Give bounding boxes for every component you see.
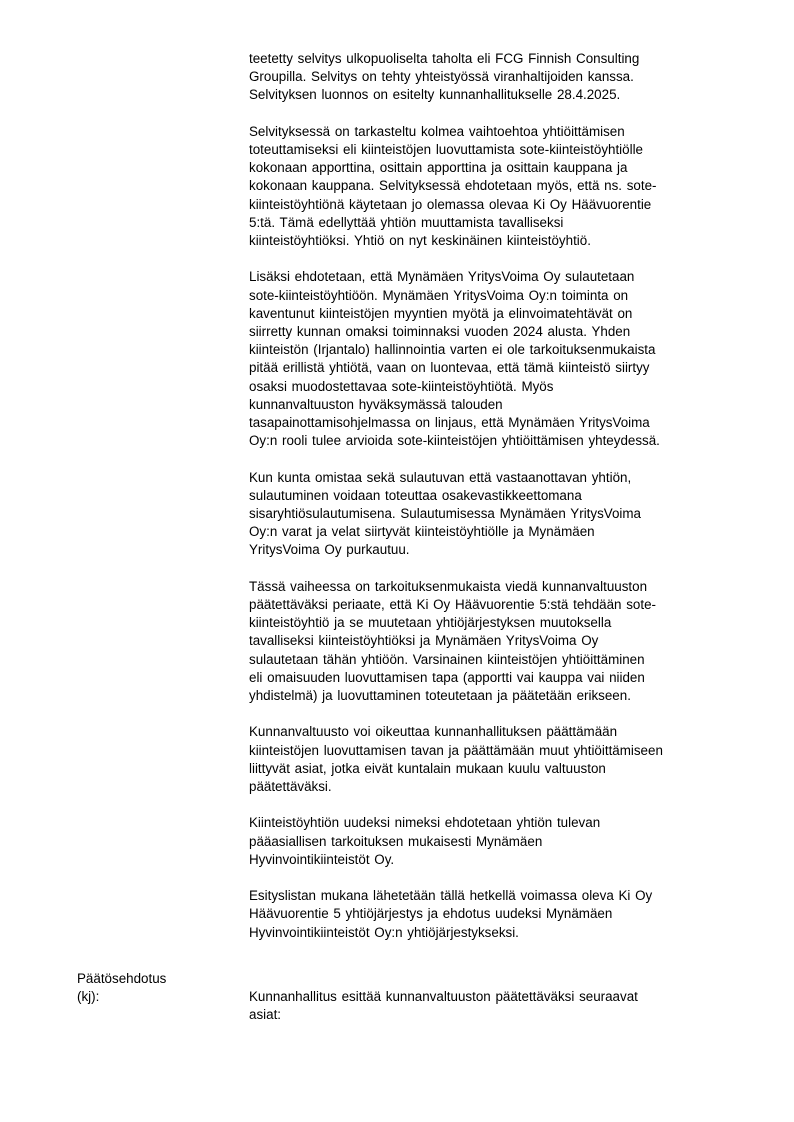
paragraph-oikeutus: Kunnanvaltuusto voi oikeuttaa kunnanhallituksen päättämään kiinteistöjen luovuttamisen tavan ja päättämään muut yhtiöittämiseen liittyvät asiat, jotka eivät kuntalain mukaan kuulu valtuuston päätettäväksi.: [249, 724, 663, 795]
paragraph-sisaryhtiosulautuminen: Kun kunta omistaa sekä sulautuvan että vastaanottavan yhtiön, sulautuminen voidaan toteuttaa osakevastikkeettomana sisaryhtiösulautumisena. Sulautumisessa Mynämäen YritysVoima Oy:n varat ja velat siirtyvät kiinteistöyhtiölle ja Mynämäen YritysVoima Oy purkautuu.: [249, 469, 642, 558]
paragraph-vaihtoehdot: Selvityksessä on tarkasteltu kolmea vaihtoehtoa yhtiöittämisen toteuttamiseksi eli kiinteistöjen luovuttamista sote-kiinteistöyhtiölle kokonaan apporttina, osittain apporttina ja osittain kauppana ja kokonaan kauppana. Selvityksessä ehdotetaan myös, että ns. sote- kiinteistöyhtiönä käytetaan jo olemassa olevaa Ki Oy Häävuorentie 5:tä. Tämä edellyttää yhtiön muuttamista tavalliseksi kiinteistöyhtiöksi. Yhtiö on nyt keskinäinen kiinteistöyhtiö.: [249, 123, 657, 249]
paragraph-selvitys-teetetty: teetetty selvitys ulkopuoliselta taholta eli FCG Finnish Consulting Groupilla. Selvitys on tehty yhteistyössä viranhaltijoiden kanssa. Selvityksen luonnos on esitelty kunnanhallitukselle 28.4.2025.: [249, 51, 640, 103]
paragraph-sulautus-ehdotus: Lisäksi ehdotetaan, että Mynämäen YritysVoima Oy sulautetaan sote-kiinteistöyhtiöön. Mynämäen YritysVoima Oy:n toiminta on kaventunut kiinteistöjen myyntien myötä ja elinvoimatehtävät on siirretty kunnan omaksi toiminnaksi vuoden 2024 alusta. Yhden kiinteistön (Irjantalo) hallinnointia varten ei ole tarkoituksenmukaista pitää erillistä yhtiötä, vaan on luontevaa, että tämä kiinteistö siirtyy osaksi muodostettavaa sote-kiinteistöyhtiötä. Myös kunnanvaltuuston hyväksymässä talouden tasapainottamisohjelmassa on linjaus, että Mynämäen YritysVoima Oy:n rooli tulee arvioida sote-kiinteistöjen yhtiöittämisen yhteydessä.: [249, 269, 660, 449]
paragraph-liitteet: Esityslistan mukana lähetetään tällä hetkellä voimassa oleva Ki Oy Häävuorentie 5 yhtiöjärjestys ja ehdotus uudeksi Mynämäen Hyvinvointikiinteistöt Oy:n yhtiöjärjestykseksi.: [249, 888, 653, 940]
document-body: [249, 50, 739, 960]
paragraph-uusi-nimi: Kiinteistöyhtiön uudeksi nimeksi ehdotetaan yhtiön tulevan pääasiallisen tarkoituksen mukaisesti Mynämäen Hyvinvointikiinteistöt Oy.: [249, 815, 601, 867]
decision-proposal-label: Päätösehdotus (kj):: [77, 971, 167, 1005]
decision-proposal-text: Kunnanhallitus esittää kunnanvaltuuston päätettäväksi seuraavat asiat:: [249, 989, 638, 1023]
paragraph-periaatepaatos: Tässä vaiheessa on tarkoituksenmukaista viedä kunnanvaltuuston päätettäväksi periaate, että Ki Oy Häävuorentie 5:stä tehdään sote- kiinteistöyhtiö ja se muutetaan yhtiöjärjestyksen muutoksella tavalliseksi kiinteistöyhtiöksi ja Mynämäen YritysVoima Oy sulautetaan tähän yhtiöön. Varsinainen kiinteistöjen yhtiöittäminen eli omaisuuden luovuttamisen tapa (apportti vai kauppa vai niiden yhdistelmä) ja luovuttaminen toteutetaan ja päätetään erikseen.: [249, 578, 656, 704]
